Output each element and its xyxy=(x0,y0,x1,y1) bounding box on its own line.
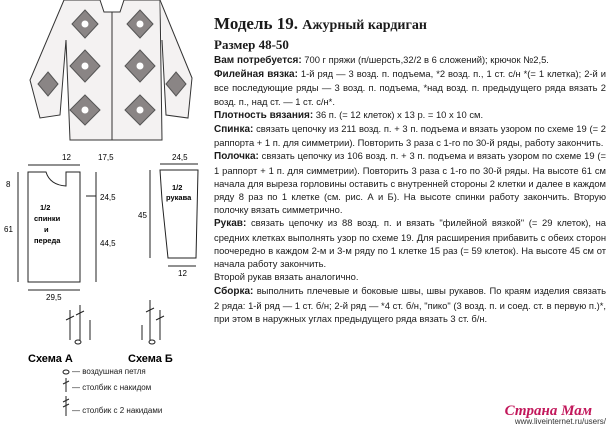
section-gauge: Плотность вязания: 36 п. (= 12 клеток) х 13 р. = 10 х 10 см. xyxy=(214,108,484,121)
section-filet: Филейная вязка: 1-й ряд — 3 возд. п. подъема, *2 возд. п., 1 ст. с/н *(= 1 клетка); 2-й и все последующие ряды — 3 возд. п. подъема, *над возд. п. предыдущего ряда вязать 2 возд. п., над ст. — 1 ст. с/н*. xyxy=(214,68,607,107)
body-label-1: 1/2 xyxy=(40,203,51,212)
body-label-2: спинки xyxy=(34,214,61,223)
body-label-3: и xyxy=(44,225,49,234)
dim-12-sleeve: 12 xyxy=(178,269,187,278)
scheme-a-label: Схема А xyxy=(28,353,73,365)
cardigan-sketch xyxy=(30,0,192,140)
double-crochet-icon xyxy=(63,378,69,392)
sleeve-pattern-drawing xyxy=(150,164,198,266)
dim-17-5: 17,5 xyxy=(98,153,114,162)
dim-24-5-body: 24,5 xyxy=(100,193,116,202)
brand-watermark: Страна Мам xyxy=(504,403,592,419)
body-label-4: переда xyxy=(34,236,61,245)
treble-crochet-icon xyxy=(63,396,69,416)
dim-44-5: 44,5 xyxy=(100,239,116,248)
legend-chain: — воздушная петля xyxy=(72,367,146,376)
illustration-column xyxy=(0,0,212,430)
scheme-b-drawing xyxy=(142,300,164,344)
chain-stitch-icon xyxy=(63,370,69,374)
sleeve-label-2: рукава xyxy=(166,193,192,202)
sleeve-label-1: 1/2 xyxy=(172,183,183,192)
scheme-a-drawing xyxy=(66,305,90,344)
instructions-column xyxy=(214,14,606,414)
scheme-b-label: Схема Б xyxy=(128,353,173,365)
dim-29-5: 29,5 xyxy=(46,293,62,302)
section-front: Полочка: связать цепочку из 106 возд. п. + 3 п. подъема и вязать узором по схеме 19 (= 1 раппорт + 1 п. для симметрии). Повторить 3 раза с 1-го по 30-й ряды. На высоте 61 см начала для выреза горловины оставить с внутренней стороны 2 клетки и далее в каждом ряду 8 раз по 1 клетке (см. рис. А и Б). На высоте спинки работу закончить. Вторую полочку вязать симметрично. xyxy=(214,150,606,216)
model-number: Модель 19. xyxy=(214,14,299,33)
dim-45: 45 xyxy=(138,211,147,220)
section-assembly: Сборка: выполнить плечевые и боковые швы, швы рукавов. По краям изделия связать 2 ряда: 1-й ряд — 1 ст. б/н; 2-й ряд — *4 ст. б/н, "пико" (3 возд. п. и соед. ст. в первую п.)*, при этом в наружных углах предыдущего ряда вязать 3 ст. б/н. xyxy=(214,285,606,324)
diagrams-svg xyxy=(0,0,212,430)
model-subtitle: Ажурный кардиган xyxy=(302,18,427,33)
dim-12: 12 xyxy=(62,153,71,162)
section-back: Спинка: связать цепочку из 211 возд. п. + 3 п. подъема и вязать узором по схеме 19 (= 2 раппорта + 1 п. для симметрии). Повторить 3 раза с 1-го по 30-й ряды, работу закончить. xyxy=(214,123,606,149)
legend-dc: — столбик с накидом xyxy=(72,383,152,392)
section-sleeve-note: Второй рукав вязать аналогично. xyxy=(214,271,359,283)
section-sleeve: Рукав: связать цепочку из 88 возд. п. и вязать "филейной вязкой" (= 29 клеток), на средних клетках выполнять узор по схеме 19. Для расширения прибавить с обеих сторон поочередно в каждом 2-м и 3-м ряду по 1 клетке 15 раз (= 59 клеток). На высоте 45 см от начала работу закончить. xyxy=(214,217,606,270)
legend-tc: — столбик с 2 накидами xyxy=(72,406,163,415)
dim-8: 8 xyxy=(6,180,11,189)
page-title xyxy=(214,14,606,36)
dim-61: 61 xyxy=(4,225,13,234)
dim-24-5-sleeve: 24,5 xyxy=(172,153,188,162)
size-line: Размер 48-50 xyxy=(214,37,289,52)
section-materials: Вам потребуется: 700 г пряжи (п/шерсть,32/2 в 6 сложений); крючок №2,5. xyxy=(214,54,549,66)
url-watermark: www.liveinternet.ru/users/ xyxy=(514,417,606,426)
body-pattern-drawing xyxy=(18,165,96,290)
